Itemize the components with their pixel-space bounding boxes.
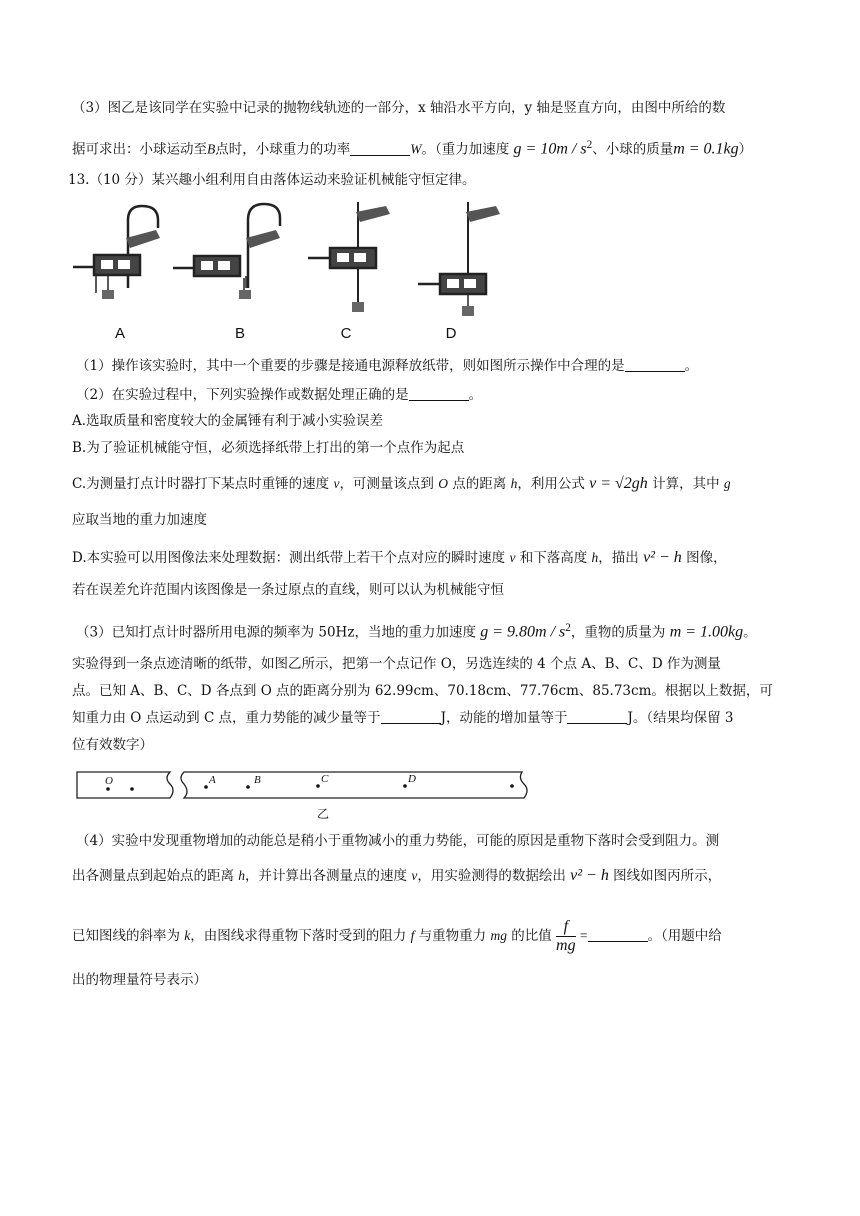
option-c-line1: C.为测量打点计时器打下某点时重锤的速度 v，可测量该点到 O 点的距离 h，利用公式 v = √2gh 计算，其中 g (72, 475, 731, 492)
tape-caption: 乙 (317, 807, 330, 821)
apparatus-figure (68, 198, 508, 346)
q13-part3-line1: （3）已知打点计时器所用电源的频率为 50Hz，当地的重力加速度 $g = 9.80m / s^2$，重物的质量为 m = 1.00kg。 (76, 622, 757, 641)
answer-blank[interactable] (381, 709, 441, 724)
paper-tape-figure (72, 768, 542, 822)
tape-label-o: O (105, 775, 113, 787)
q13-part3-line5: 位有效数字） (72, 737, 153, 753)
ratio-fraction: $\frac{f}{mg}$ (556, 918, 576, 954)
q13-part4-line3: 已知图线的斜率为 k，由图线求得重物下落时受到的阻力 f 与重物重力 mg 的比值 $\frac{f}{mg}$ = 。（用题中给 (72, 918, 722, 954)
tape-label-c: C (321, 773, 329, 785)
fig-label-d: D (445, 325, 457, 342)
answer-blank[interactable] (588, 927, 648, 942)
fig-label-b: B (234, 325, 246, 342)
answer-blank[interactable] (567, 709, 627, 724)
fig-label-c: C (340, 325, 352, 342)
q12-3-line2: 据可求出：小球运动至B点时，小球重力的功率 W。（重力加速度 $g = 10m / s^2$、小球的质量m = 0.1kg） (72, 139, 753, 158)
question-13-title: 13.（10 分）某兴趣小组利用自由落体运动来验证机械能守恒定律。 (68, 172, 476, 188)
q13-part1: （1）操作该实验时，其中一个重要的步骤是接通电源释放纸带，则如图所示操作中合理的是 。 (76, 358, 699, 374)
option-c-line2: 应取当地的重力加速度 (72, 512, 207, 528)
q13-part4-line4: 出的物理量符号表示） (72, 972, 207, 988)
tape-label-a: A (209, 774, 216, 786)
fig-label-a: A (114, 325, 126, 342)
q13-part2: （2）在实验过程中，下列实验操作或数据处理正确的是 。 (76, 387, 483, 403)
q13-part3-line4: 知重力由 O 点运动到 C 点，重力势能的减少量等于 J，动能的增加量等于 J。（结果均保留 3 (72, 710, 734, 726)
option-b: B.为了验证机械能守恒，必须选择纸带上打出的第一个点作为起点 (72, 440, 465, 456)
q13-part4-line2: 出各测量点到起始点的距离 h，并计算出各测量点的速度 v，用实验测得的数据绘出 v² − h 图线如图丙所示， (72, 867, 722, 884)
q13-part3-line2: 实验得到一条点迹清晰的纸带，如图乙所示，把第一个点记作 O，另选连续的 4 个点 A、B、C、D 作为测量 (72, 656, 721, 672)
tape-label-b: B (254, 774, 261, 786)
option-a: A.选取质量和密度较大的金属锤有利于减小实验误差 (72, 413, 384, 429)
tape-label-d: D (408, 773, 416, 785)
q12-3-line1: （3）图乙是该同学在实验中记录的抛物线轨迹的一部分，x 轴沿水平方向，y 轴是竖直方向，由图中所给的数 (72, 100, 726, 116)
answer-blank[interactable] (409, 386, 469, 401)
option-d-line1: D.本实验可以用图像法来处理数据：测出纸带上若干个点对应的瞬时速度 v 和下落高度 h，描出 v² − h 图像， (72, 549, 727, 566)
q13-part3-line3: 点。已知 A、B、C、D 各点到 O 点的距离分别为 62.99cm、70.18cm、77.76cm、85.73cm。根据以上数据，可 (72, 683, 773, 699)
answer-blank[interactable] (625, 357, 685, 372)
option-d-line2: 若在误差允许范围内该图像是一条过原点的直线，则可以认为机械能守恒 (72, 582, 504, 598)
answer-blank[interactable] (350, 141, 410, 156)
q13-part4-line1: （4）实验中发现重物增加的动能总是稍小于重物减小的重力势能，可能的原因是重物下落时会受到阻力。测 (76, 833, 720, 849)
